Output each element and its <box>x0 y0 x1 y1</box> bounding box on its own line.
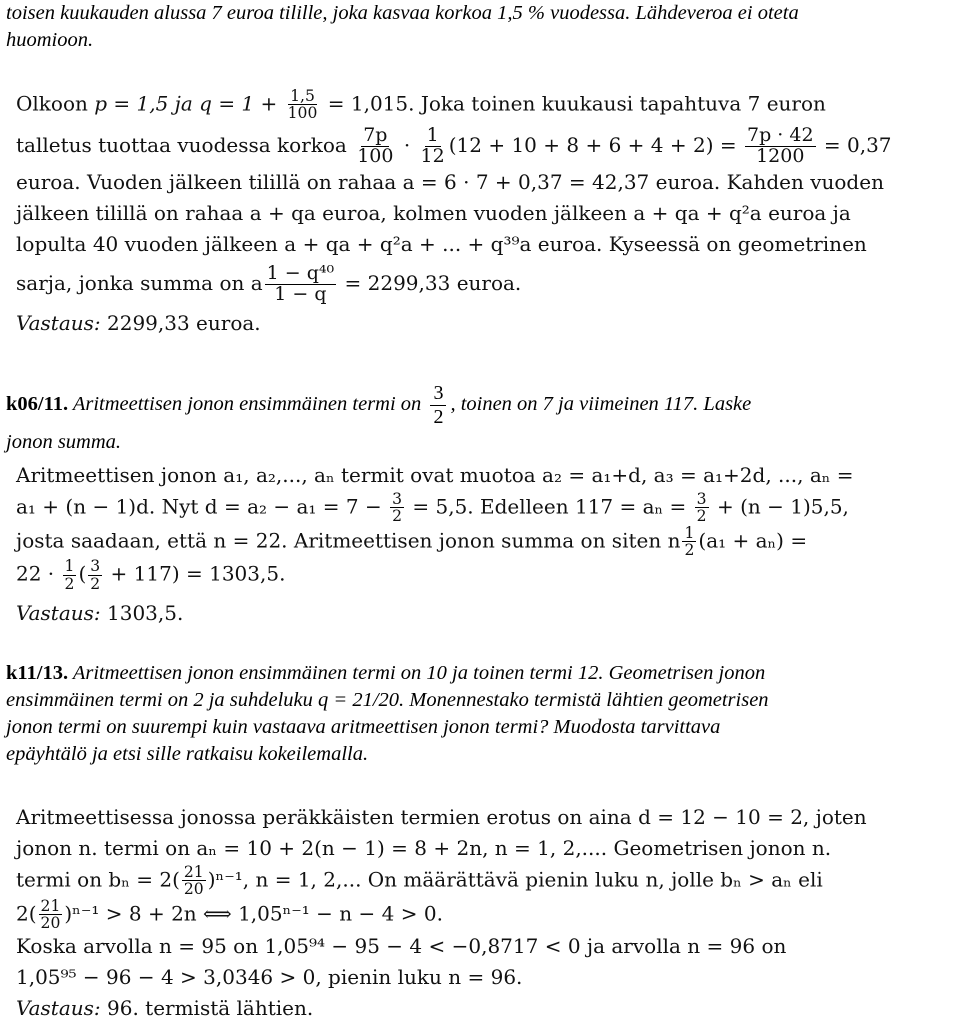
fraction: $\frac{7p \cdot 42}{1200}$ <box>746 123 814 167</box>
fraction: $\frac{21}{20}$ <box>40 896 61 933</box>
fraction: $\frac{1}{2}$ <box>684 523 695 560</box>
answer-value: 1303,5. <box>100 601 184 626</box>
question-line-2: jonon summa. <box>6 431 122 453</box>
fraction: $\frac{3}{2}$ <box>90 557 101 593</box>
fraction: $\frac{1}{2}$ <box>64 557 75 593</box>
question-k06-11: k06/11. Aritmeettisen jonon ensimmäinen termi on $\frac{3}{2}$ , toinen on 7 ja viimeinen 117. Laske jonon summa. <box>6 382 752 453</box>
fraction: $\frac{3}{2}$ <box>430 382 446 429</box>
sol1-line-3: euroa. Vuoden jälkeen tilillä on rahaa a = 6 · 7 + 0,37 = 42,37 euroa. Kahden vuoden <box>16 169 884 194</box>
question-k11-13: k11/13. Aritmeettisen jonon ensimmäinen termi on 10 ja toinen termi 12. Geometrisen jonon ensimmäinen termi on 2 ja suhdeluku q = 21/20. Monennestako termistä lähtien geometrisen jonon termi on suurempi kuin vastaava aritmeettisen jonon termi? Muodosta tarvittava epäyhtälö ja etsi sille ratkaisu kokeilemalla. <box>6 662 769 765</box>
sol2-line-3: josta saadaan, että n = 22. Aritmeettisen jonon summa on siten n $\frac{1}{2}$ (a₁ + aₙ) = <box>16 523 808 560</box>
fraction: $\frac{7p}{100}$ <box>357 123 394 167</box>
question-line-3: jonon termi on suurempi kuin vastaava aritmeettisen jonon termi? Muodosta tarvittava <box>6 716 721 738</box>
sol1-line-4: jälkeen tilillä on rahaa a + qa euroa, kolmen vuoden jälkeen a + qa + q²a euroa ja <box>16 200 851 225</box>
answer-value: 2299,33 euroa. <box>100 311 261 336</box>
answer-label: Vastaus: <box>16 601 101 626</box>
sol3-line-2: jonon n. termi on aₙ = 10 + 2(n − 1) = 8 + 2n, n = 1, 2,.... Geometrisen jonon n. <box>16 836 832 860</box>
question-line-2: ensimmäinen termi on 2 ja suhdeluku q = 21/20. Monennestako termistä lähtien geometrisen <box>6 689 769 711</box>
sol3-line-4: 2( $\frac{21}{20}$ )ⁿ⁻¹ > 8 + 2n ⟺ 1,05ⁿ⁻¹ − n − 4 > 0. <box>16 896 443 933</box>
sol3-answer <box>16 993 867 1024</box>
fraction: $\frac{1}{12}$ <box>420 123 445 167</box>
question-id: k06/11. <box>6 393 69 416</box>
question-id: k11/13. <box>6 662 69 684</box>
answer-label: Vastaus: <box>16 311 101 336</box>
sol3-line-1: Aritmeettisessa jonossa peräkkäisten termien erotus on aina d = 12 − 10 = 2, joten <box>16 805 867 829</box>
sol3-line-3: termi on bₙ = 2( $\frac{21}{20}$ )ⁿ⁻¹, n = 1, 2,... On määrättävä pienin luku n, jolle bₙ > aₙ eli <box>16 863 823 899</box>
intro-line-2: huomioon. <box>6 29 94 51</box>
fraction: $\frac{\text{1 − q⁴⁰}}{1 - q}$ <box>266 261 335 305</box>
intro-text <box>6 0 799 54</box>
sol2-line-2: a₁ + (n − 1)d. Nyt d = a₂ − a₁ = 7 − $\frac{3}{2}$ = 5,5. Edelleen 117 = aₙ = $\frac{3}{2}$ + (n − 1)5,5, <box>16 490 849 526</box>
fraction: $\frac{21}{20}$ <box>183 863 204 899</box>
sol2-line-4: 22 · $\frac{1}{2}$ ( $\frac{3}{2}$ + 117) = 1303,5. <box>16 557 286 593</box>
fraction: $\frac{3}{2}$ <box>392 490 403 526</box>
answer-value: 96. termistä lähtien. <box>100 996 314 1021</box>
sol1-answer <box>16 308 892 339</box>
question-line-4: epäyhtälö ja etsi sille ratkaisu kokeilemalla. <box>6 743 369 765</box>
sol1-line-2: talletus tuottaa vuodessa korkoa $\frac{7p}{100}$ · $\frac{1}{12}$ (12 + 10 + 8 + 6 + 4 + 2) = $\frac{7p \cdot 42}{1200}$ = 0,37 <box>16 123 892 167</box>
sol1-line-6: sarja, jonka summa on a $\frac{\text{1 − q⁴⁰}}{1 - q}$ = 2299,33 euroa. <box>16 261 522 305</box>
sol2-line-1: Aritmeettisen jonon a₁, a₂,..., aₙ termit ovat muotoa a₂ = a₁+d, a₃ = a₁+2d, ..., aₙ = <box>16 463 854 487</box>
answer-label: Vastaus: <box>16 996 101 1021</box>
sol2-answer <box>16 598 854 629</box>
solution-2 <box>16 460 854 629</box>
fraction: $\frac{1,5}{100}$ <box>287 87 318 123</box>
sol1-line-1: Olkoon p = 1,5 ja q = 1 + $\frac{1,5}{100}$ = 1,015. Joka toinen kuukausi tapahtuva 7 euron <box>16 87 826 123</box>
solution-3 <box>16 802 867 1024</box>
solution-1 <box>16 88 892 339</box>
sol3-line-5: Koska arvolla n = 95 on 1,05⁹⁴ − 95 − 4 < −0,8717 < 0 ja arvolla n = 96 on <box>16 934 787 959</box>
fraction: $\frac{3}{2}$ <box>696 490 707 526</box>
sol1-line-5: lopulta 40 vuoden jälkeen a + qa + q²a + ... + q³⁹a euroa. Kyseessä on geometrinen <box>16 231 867 256</box>
intro-line-1: toisen kuukauden alussa 7 euroa tilille, joka kasvaa korkoa 1,5 % vuodessa. Lähdeveroa ei oteta <box>6 2 799 24</box>
sol3-line-6: 1,05⁹⁵ − 96 − 4 > 3,0346 > 0, pienin luku n = 96. <box>16 965 523 990</box>
